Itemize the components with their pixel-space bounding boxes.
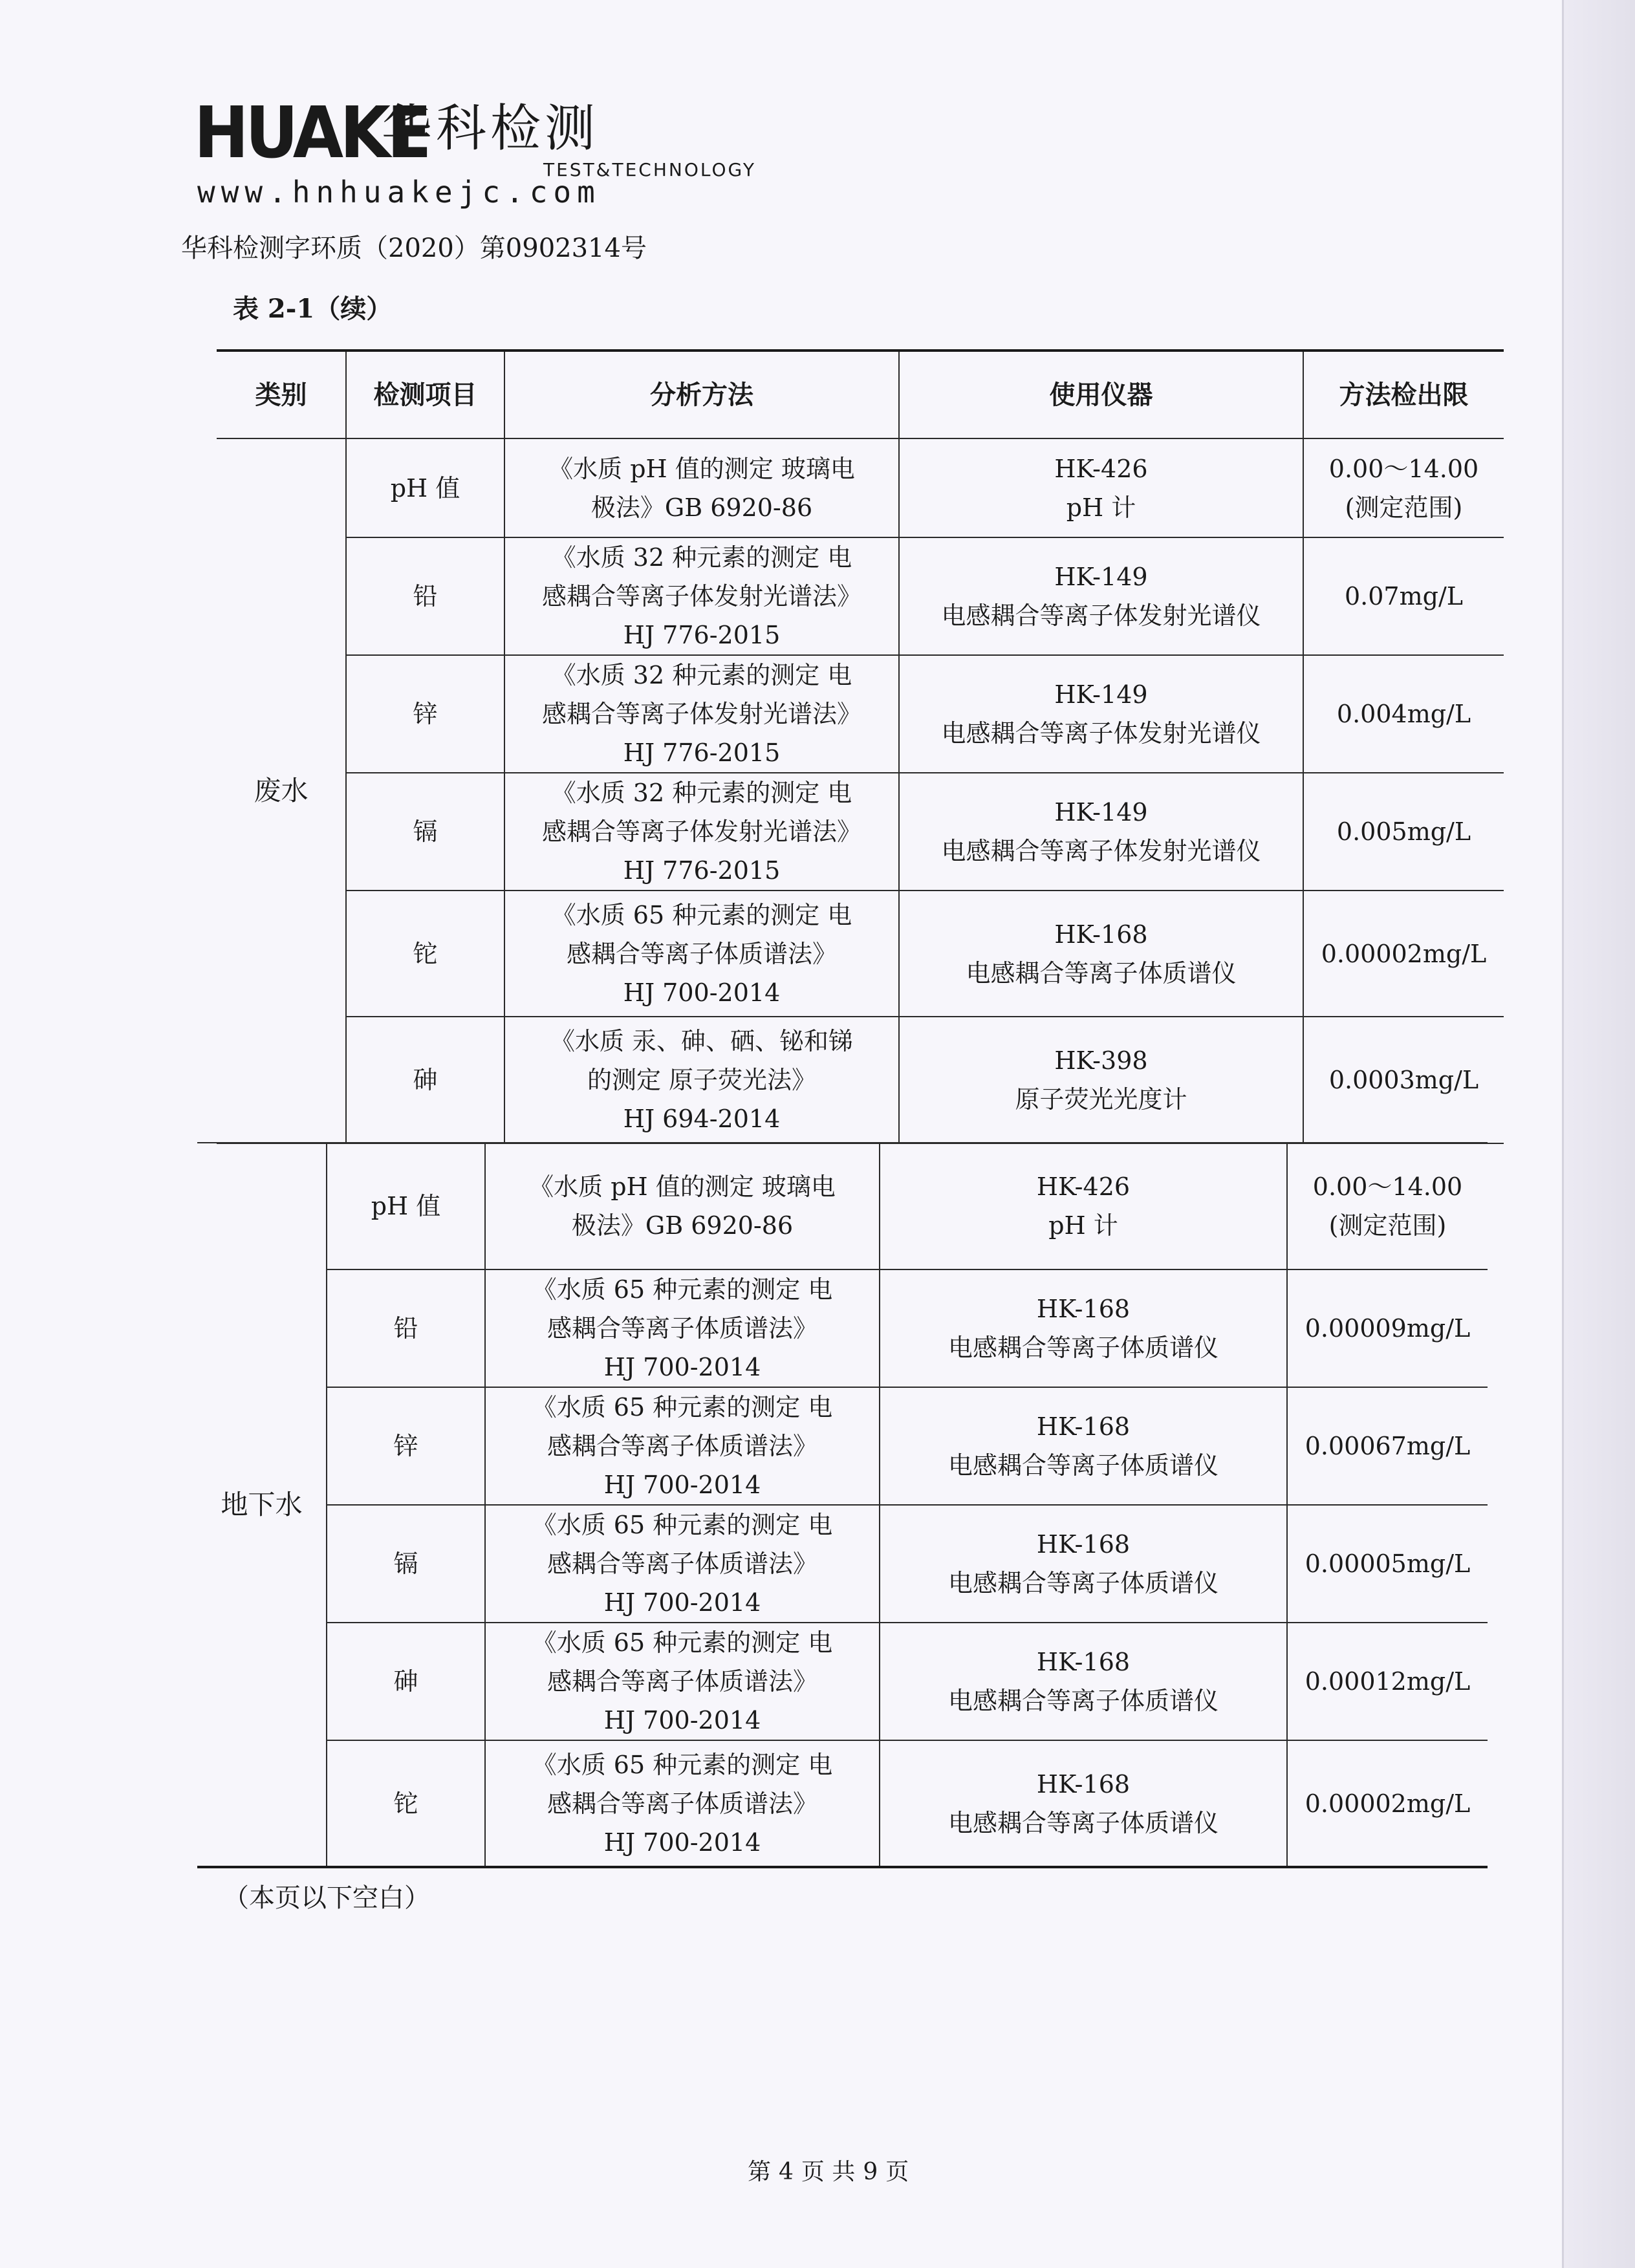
detection-table-wastewater — [217, 349, 1504, 1144]
item-cell: 锌 — [327, 1387, 485, 1505]
table-row — [197, 1387, 1488, 1505]
footer-page-total: 9 — [863, 2159, 878, 2185]
method-cell: 《水质 65 种元素的测定 电 感耦合等离子体质谱法》 HJ 700-2014 — [485, 1623, 880, 1740]
footer-mid: 页 共 — [801, 2159, 856, 2185]
logo-english-name: TEST&TECHNOLOGY — [543, 159, 756, 180]
limit-cell: 0.0003mg/L — [1303, 1017, 1504, 1143]
blank-page-note: （本页以下空白） — [223, 1883, 430, 1913]
table-row — [217, 438, 1504, 537]
instrument-cell: HK-168 电感耦合等离子体质谱仪 — [880, 1740, 1287, 1867]
page-edge-shadow — [1562, 0, 1635, 2268]
limit-cell: 0.00012mg/L — [1287, 1623, 1488, 1740]
method-cell: 《水质 32 种元素的测定 电 感耦合等离子体发射光谱法》 HJ 776-2015 — [504, 773, 899, 891]
table-row — [197, 1740, 1488, 1867]
instrument-cell: HK-149 电感耦合等离子体发射光谱仪 — [899, 773, 1303, 891]
instrument-cell: HK-398 原子荧光光度计 — [899, 1017, 1303, 1143]
table-row — [217, 773, 1504, 891]
method-cell: 《水质 65 种元素的测定 电 感耦合等离子体质谱法》 HJ 700-2014 — [504, 891, 899, 1017]
table-row — [217, 891, 1504, 1017]
column-header: 分析方法 — [504, 351, 899, 438]
method-cell: 《水质 pH 值的测定 玻璃电 极法》GB 6920-86 — [504, 438, 899, 537]
limit-cell: 0.00～14.00 (测定范围) — [1303, 438, 1504, 537]
category-cell: 地下水 — [197, 1143, 327, 1867]
column-header: 方法检出限 — [1303, 351, 1504, 438]
category-cell: 废水 — [217, 438, 346, 1143]
instrument-cell: HK-426 pH 计 — [899, 438, 1303, 537]
limit-cell: 0.00002mg/L — [1303, 891, 1504, 1017]
method-cell: 《水质 65 种元素的测定 电 感耦合等离子体质谱法》 HJ 700-2014 — [485, 1505, 880, 1623]
method-cell: 《水质 65 种元素的测定 电 感耦合等离子体质谱法》 HJ 700-2014 — [485, 1740, 880, 1867]
table-row — [217, 655, 1504, 773]
footer-page-current: 4 — [779, 2159, 794, 2185]
limit-cell: 0.00005mg/L — [1287, 1505, 1488, 1623]
item-cell: 镉 — [327, 1505, 485, 1623]
instrument-cell: HK-168 电感耦合等离子体质谱仪 — [880, 1623, 1287, 1740]
table-row — [217, 1017, 1504, 1143]
table-row — [197, 1143, 1488, 1269]
method-cell: 《水质 pH 值的测定 玻璃电 极法》GB 6920-86 — [485, 1143, 880, 1269]
logo-brand: HUAKE — [194, 91, 429, 174]
instrument-cell: HK-168 电感耦合等离子体质谱仪 — [880, 1505, 1287, 1623]
limit-cell: 0.00067mg/L — [1287, 1387, 1488, 1505]
table-caption: 表 2-1（续） — [233, 294, 393, 324]
limit-cell: 0.004mg/L — [1303, 655, 1504, 773]
item-cell: 铊 — [346, 891, 504, 1017]
limit-cell: 0.00002mg/L — [1287, 1740, 1488, 1867]
item-cell: 铅 — [346, 537, 504, 655]
method-cell: 《水质 32 种元素的测定 电 感耦合等离子体发射光谱法》 HJ 776-2015 — [504, 537, 899, 655]
method-cell: 《水质 65 种元素的测定 电 感耦合等离子体质谱法》 HJ 700-2014 — [485, 1387, 880, 1505]
table-header-row — [217, 351, 1504, 438]
item-cell: 砷 — [327, 1623, 485, 1740]
item-cell: pH 值 — [346, 438, 504, 537]
instrument-cell: HK-149 电感耦合等离子体发射光谱仪 — [899, 537, 1303, 655]
limit-cell: 0.00009mg/L — [1287, 1269, 1488, 1387]
instrument-cell: HK-426 pH 计 — [880, 1143, 1287, 1269]
website-url: www.hnhuakejc.com — [197, 175, 601, 210]
footer-suffix: 页 — [885, 2159, 909, 2185]
item-cell: 砷 — [346, 1017, 504, 1143]
column-header: 类别 — [217, 351, 346, 438]
method-cell: 《水质 65 种元素的测定 电 感耦合等离子体质谱法》 HJ 700-2014 — [485, 1269, 880, 1387]
method-cell: 《水质 32 种元素的测定 电 感耦合等离子体发射光谱法》 HJ 776-2015 — [504, 655, 899, 773]
footer-prefix: 第 — [748, 2159, 772, 2185]
limit-cell: 0.00～14.00 (测定范围) — [1287, 1143, 1488, 1269]
item-cell: 铅 — [327, 1269, 485, 1387]
item-cell: 铊 — [327, 1740, 485, 1867]
table-row — [197, 1505, 1488, 1623]
instrument-cell: HK-168 电感耦合等离子体质谱仪 — [880, 1269, 1287, 1387]
limit-cell: 0.07mg/L — [1303, 537, 1504, 655]
instrument-cell: HK-149 电感耦合等离子体发射光谱仪 — [899, 655, 1303, 773]
table-row — [197, 1623, 1488, 1740]
logo-chinese-name: 华科检测 — [382, 100, 600, 158]
detection-table-groundwater — [197, 1142, 1488, 1868]
column-header: 使用仪器 — [899, 351, 1303, 438]
instrument-cell: HK-168 电感耦合等离子体质谱仪 — [880, 1387, 1287, 1505]
limit-cell: 0.005mg/L — [1303, 773, 1504, 891]
method-cell: 《水质 汞、砷、硒、铋和锑 的测定 原子荧光法》 HJ 694-2014 — [504, 1017, 899, 1143]
table-row — [197, 1269, 1488, 1387]
page-footer — [744, 2154, 913, 2187]
item-cell: 镉 — [346, 773, 504, 891]
column-header: 检测项目 — [346, 351, 504, 438]
item-cell: 锌 — [346, 655, 504, 773]
table-row — [217, 537, 1504, 655]
item-cell: pH 值 — [327, 1143, 485, 1269]
instrument-cell: HK-168 电感耦合等离子体质谱仪 — [899, 891, 1303, 1017]
report-number: 华科检测字环质（2020）第0902314号 — [181, 233, 647, 263]
